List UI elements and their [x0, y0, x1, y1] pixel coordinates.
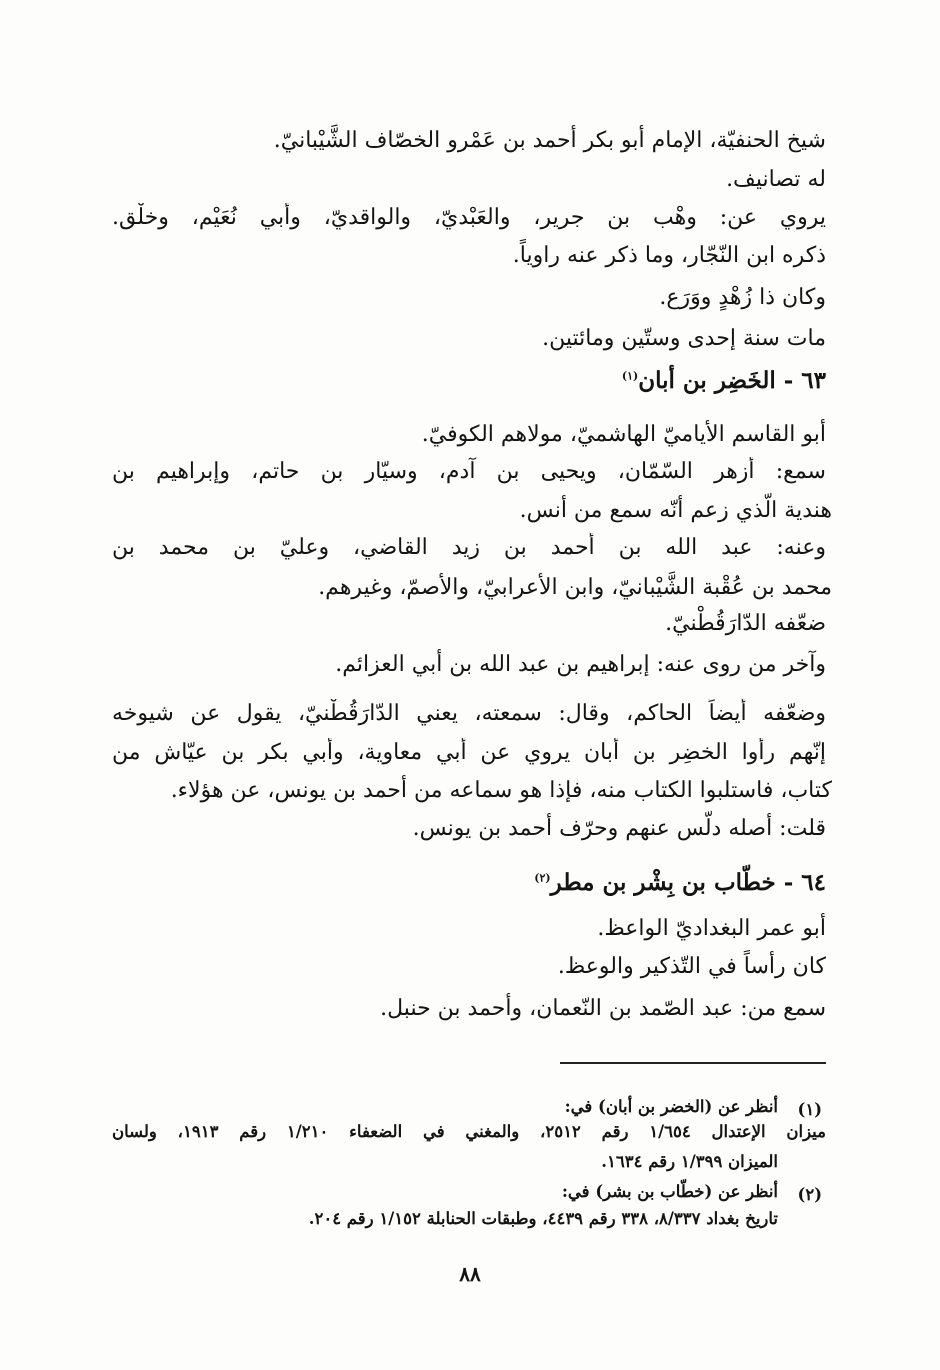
text-line: هندية الّذي زعم أنّه سمع من أنس.	[519, 498, 832, 523]
text-line: قلت: أصله دلّس عنهم وحرّف أحمد بن يونس.	[412, 816, 826, 841]
text-line: له تصانيف.	[726, 167, 826, 192]
text-line: وعنه: عبد الله بن أحمد بن زيد القاضي، وعليّ بن محمد بن	[112, 535, 826, 560]
text-line: أبو عمر البغداديّ الواعظ.	[597, 916, 826, 941]
entry-heading-text: ٦٣ - الخَضِر بن أبان	[638, 367, 826, 394]
text-line: محمد بن عُقْبة الشَّيْبانيّ، وابن الأعرابيّ، والأصمّ، وغيرهم.	[318, 575, 832, 600]
footnote-line: أنظر عن (الخضر بن أبان) في:	[564, 1097, 778, 1116]
page-number: ٨٨	[459, 1262, 481, 1286]
text-line: كتاب، فاستلبوا الكتاب منه، فإذا هو سماعه من أحمد بن يونس، عن هؤلاء.	[170, 778, 832, 803]
footnote-line: أنظر عن (خطّاب بن بشر) في:	[561, 1182, 778, 1201]
text-line: كان رأساً في التّذكير والوعظ.	[557, 954, 826, 979]
footnote-number: (٢)	[797, 1185, 822, 1204]
text-line: مات سنة إحدى وستّين ومائتين.	[542, 326, 826, 351]
text-line: ذكره ابن النّجّار، وما ذكر عنه راوياً.	[512, 243, 826, 268]
footnote-number: (١)	[797, 1100, 822, 1119]
text-line: سمع: أزهر السّمّان، ويحيى بن آدم، وسيّار بن حاتم، وإبراهيم بن	[112, 459, 826, 484]
footnote-divider	[560, 1062, 826, 1064]
text-line: ضعّفه الدّارَقُطْنيّ.	[665, 611, 826, 636]
text-line: سمع من: عبد الصّمد بن النّعمان، وأحمد بن حنبل.	[380, 996, 826, 1021]
footnote-line: تاريخ بغداد ٨/٣٣٧، ٣٣٨ رقم ٤٤٣٩، وطبقات الحنابلة ١/١٥٢ رقم ٢٠٤.	[308, 1209, 778, 1228]
text-line: أبو القاسم الأياميّ الهاشميّ، مولاهم الكوفيّ.	[421, 422, 826, 447]
text-line: وضعّفه أيضاً الحاكم، وقال: سمعته، يعني الدّارَقُطْنيّ، يقول عن شيوخه	[112, 701, 826, 726]
footnote-line: ميزان الإعتدال ١/٦٥٤ رقم ٢٥١٢، والمغني في الضعفاء ١/٢١٠ رقم ١٩١٣، ولسان	[112, 1122, 826, 1141]
text-line: وآخر من روى عنه: إبراهيم بن عبد الله بن أبي العزائم.	[335, 652, 826, 677]
text-line: شيخ الحنفيّة، الإمام أبو بكر أحمد بن عَمْرو الخصّاف الشَّيْبانيّ.	[273, 128, 826, 153]
text-line: إنّهم رأوا الخضِر بن أبان يروي عن أبي معاوية، وأبي بكر بن عيّاش من	[112, 740, 826, 765]
text-line: يروي عن: وهْب بن جرير، والعَبْديّ، والواقديّ، وأبي نُعَيْم، وخلْق.	[112, 205, 826, 230]
text-line: وكان ذا زُهْدٍ ووَرَع.	[659, 285, 826, 310]
footnote-ref: (٢)	[534, 871, 551, 885]
entry-heading-63	[622, 366, 826, 396]
entry-heading-64	[534, 868, 826, 898]
footnote-line: الميزان ١/٣٩٩ رقم ١٦٣٤.	[601, 1152, 778, 1171]
entry-heading-text: ٦٤ - خطّاب بن بِشْر بن مطر	[550, 869, 826, 896]
footnote-ref: (١)	[621, 369, 639, 383]
